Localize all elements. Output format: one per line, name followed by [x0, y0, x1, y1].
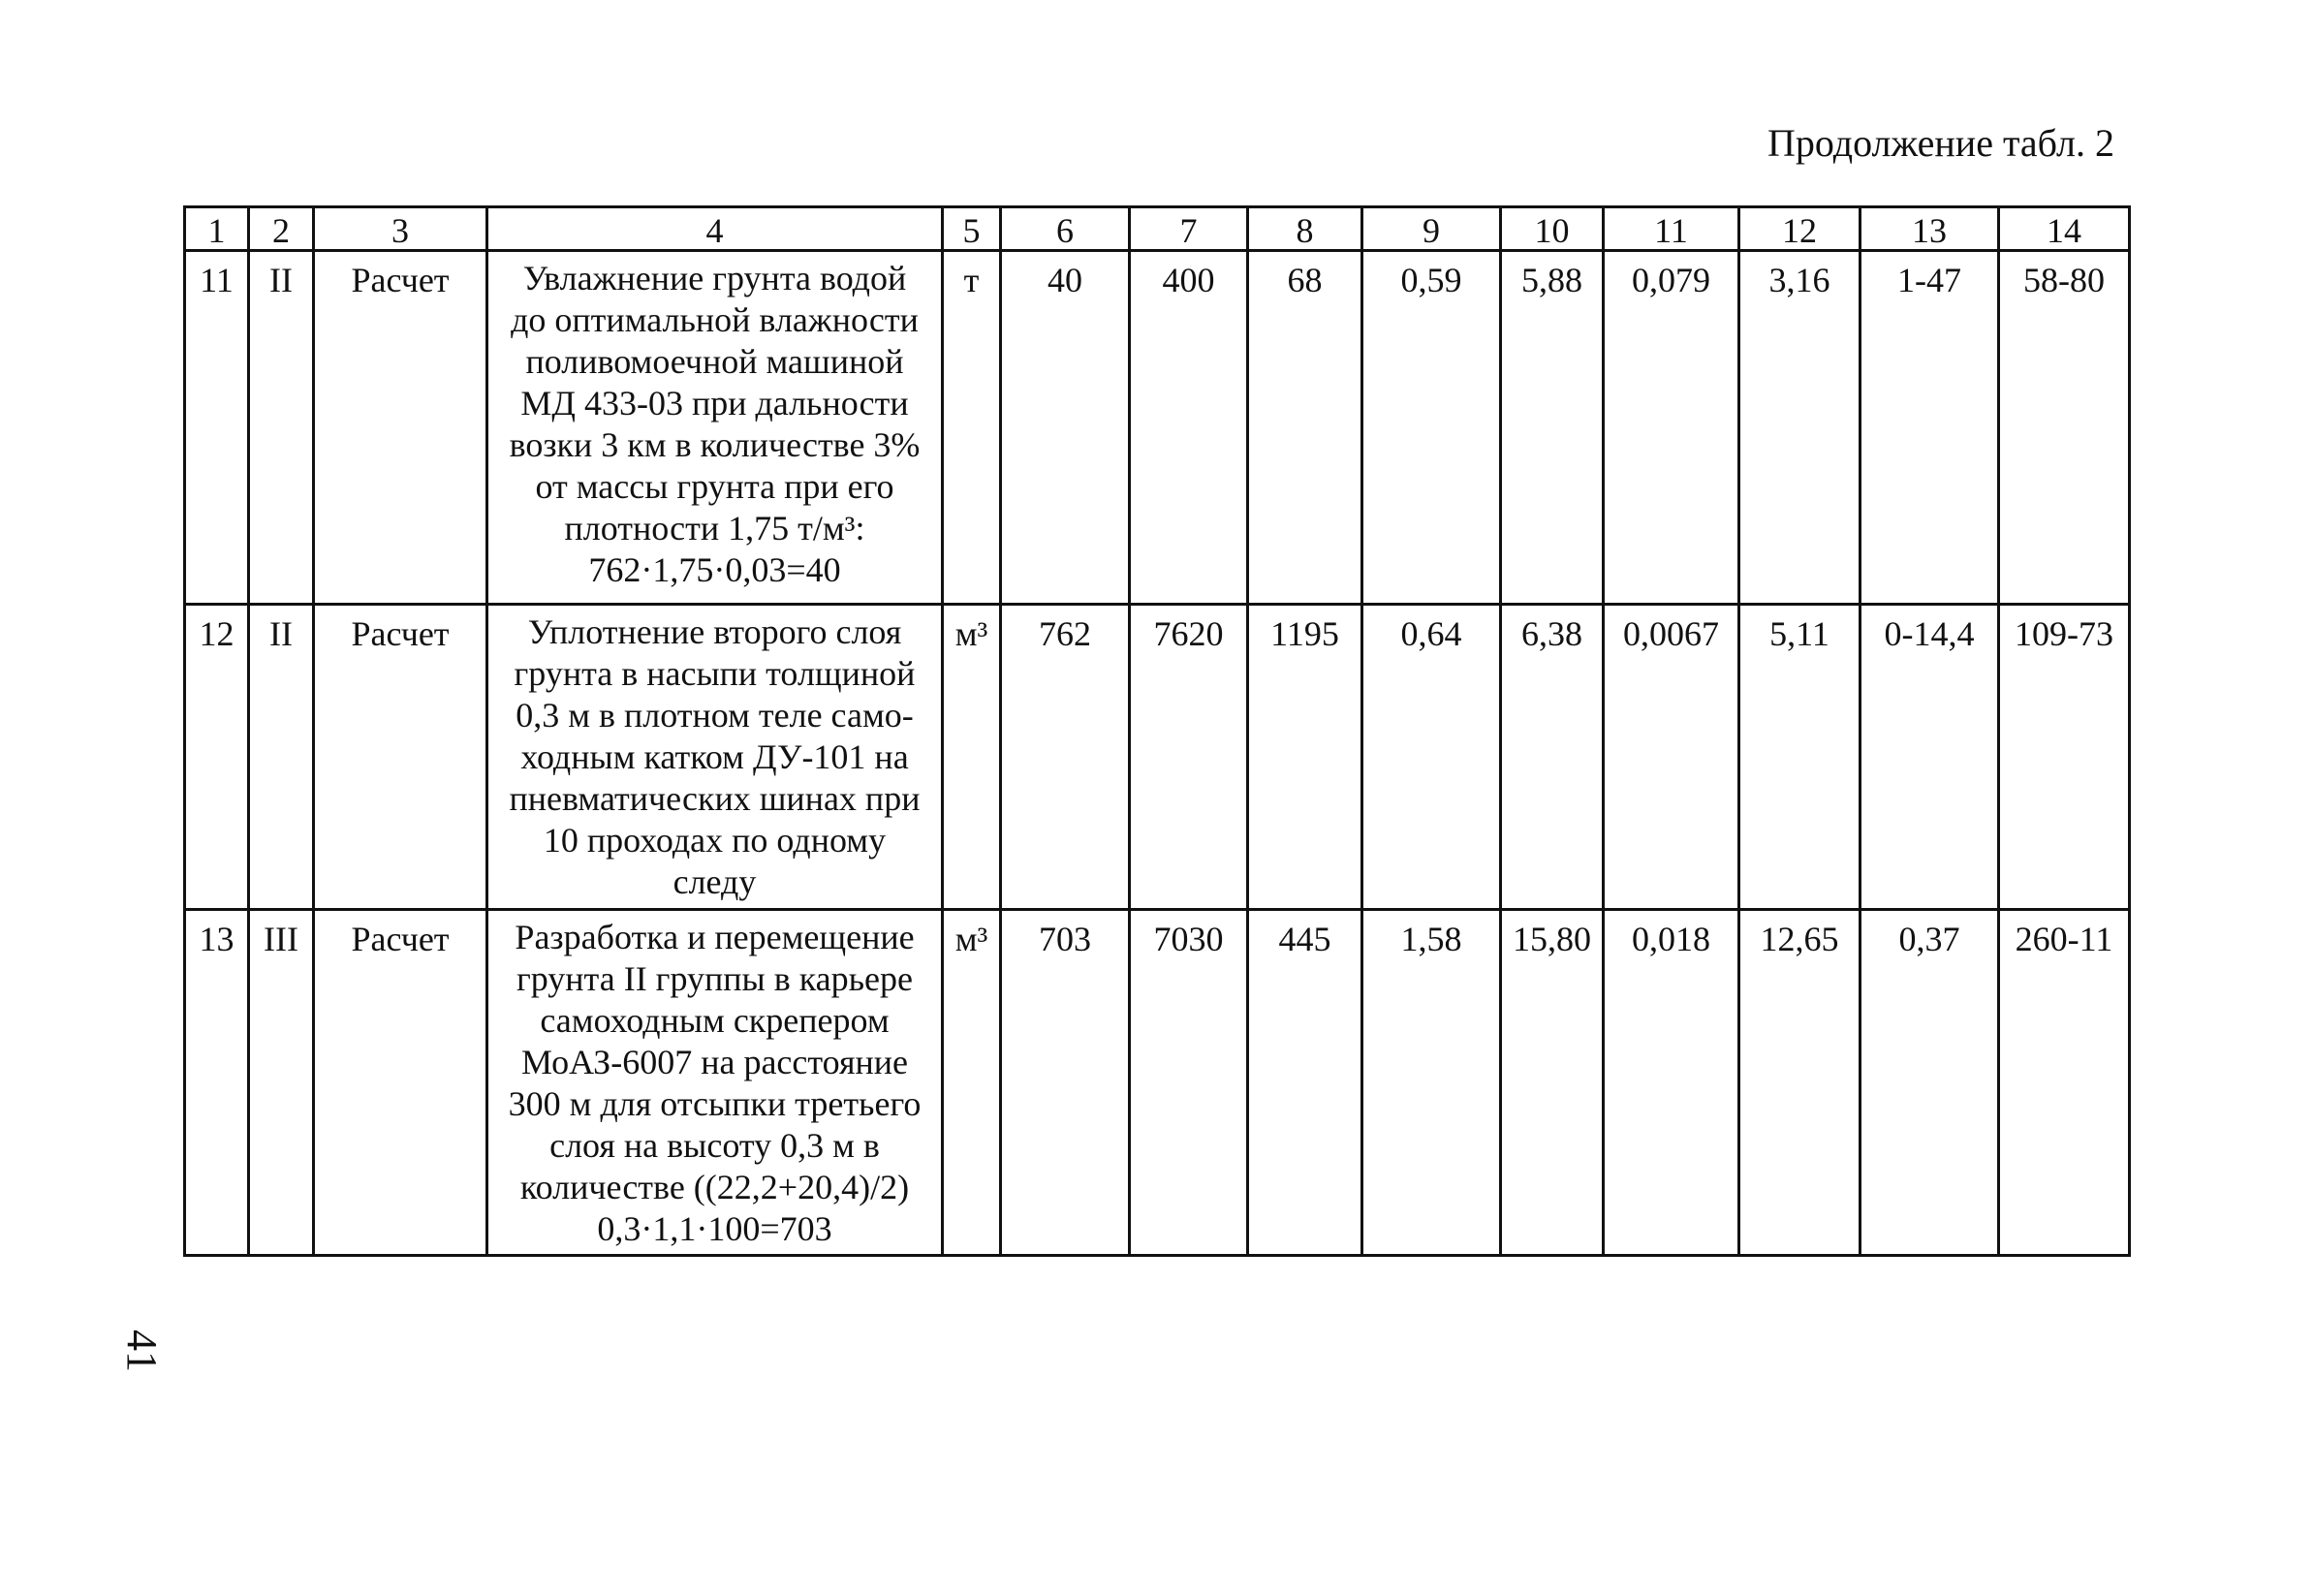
column-number-cell: 12: [1739, 207, 1861, 251]
description-line: количестве ((22,2+20,4)/2): [519, 1168, 910, 1206]
table-row: [185, 251, 2130, 605]
value-cell: 400: [1130, 251, 1248, 605]
description-line: следу: [672, 862, 757, 901]
value-cell: 15,80: [1501, 910, 1604, 1256]
description-line: пневматических шинах при: [509, 779, 921, 818]
description-line: 300 м для отсыпки третьего: [508, 1084, 922, 1123]
value-cell: 68: [1248, 251, 1362, 605]
value-cell: 0,0067: [1604, 605, 1739, 910]
value-cell: 260-11: [1999, 910, 2130, 1256]
value-cell: 109-73: [1999, 605, 2130, 910]
page-number: 41: [118, 1330, 166, 1372]
value-cell: 0-14,4: [1861, 605, 1999, 910]
description-line: плотности 1,75 т/м³:: [564, 509, 865, 548]
value-cell: 1,58: [1362, 910, 1501, 1256]
description-line: 0,3 м в плотном теле само-: [516, 696, 914, 735]
column-number-cell: 2: [249, 207, 314, 251]
description-line: поливомоечной машиной: [525, 342, 904, 381]
column-number-cell: 13: [1861, 207, 1999, 251]
column-number-cell: 5: [943, 207, 1001, 251]
description-line: Уплотнение второго слоя: [527, 612, 902, 651]
value-cell: 1-47: [1861, 251, 1999, 605]
description-line: 762·1,75·0,03=40: [588, 550, 841, 589]
column-number-cell: 7: [1130, 207, 1248, 251]
column-number-cell: 1: [185, 207, 249, 251]
column-number-cell: 3: [314, 207, 487, 251]
unit-cell: м³: [943, 605, 1001, 910]
row-number-cell: 11: [185, 251, 249, 605]
data-table: [183, 205, 2131, 1257]
table-row: [185, 605, 2130, 910]
unit-cell: т: [943, 251, 1001, 605]
category-cell: II: [249, 605, 314, 910]
basis-cell: Расчет: [314, 605, 487, 910]
value-cell: 7620: [1130, 605, 1248, 910]
description-line: грунта в насыпи толщиной: [514, 654, 916, 693]
description-line: до оптимальной влажности: [511, 300, 919, 339]
value-cell: 1195: [1248, 605, 1362, 910]
description-cell: [487, 251, 943, 605]
value-cell: 5,88: [1501, 251, 1604, 605]
description-line: самоходным скрепером: [540, 1001, 890, 1040]
value-cell: 0,37: [1861, 910, 1999, 1256]
column-number-cell: 14: [1999, 207, 2130, 251]
value-cell: 6,38: [1501, 605, 1604, 910]
description-cell: [487, 605, 943, 910]
description-line: МоАЗ-6007 на расстояние: [520, 1043, 909, 1081]
description-line: грунта II группы в карьере: [516, 959, 913, 998]
value-cell: 703: [1001, 910, 1130, 1256]
category-cell: III: [249, 910, 314, 1256]
description-line: возки 3 км в количестве 3%: [509, 425, 921, 464]
value-cell: 445: [1248, 910, 1362, 1256]
column-number-cell: 10: [1501, 207, 1604, 251]
value-cell: 3,16: [1739, 251, 1861, 605]
value-cell: 7030: [1130, 910, 1248, 1256]
column-number-row: [185, 207, 2130, 251]
column-number-cell: 6: [1001, 207, 1130, 251]
description-line: от массы грунта при его: [535, 467, 894, 506]
column-number-cell: 8: [1248, 207, 1362, 251]
table-caption: Продолжение табл. 2: [1767, 121, 2114, 165]
description-line: Увлажнение грунта водой: [522, 259, 907, 297]
value-cell: 40: [1001, 251, 1130, 605]
row-number-cell: 12: [185, 605, 249, 910]
description-line: 10 проходах по одному: [543, 821, 887, 860]
value-cell: 0,59: [1362, 251, 1501, 605]
category-cell: II: [249, 251, 314, 605]
value-cell: 12,65: [1739, 910, 1861, 1256]
description-line: МД 433-03 при дальности: [520, 384, 909, 422]
value-cell: 5,11: [1739, 605, 1861, 910]
column-number-cell: 4: [487, 207, 943, 251]
value-cell: 762: [1001, 605, 1130, 910]
row-number-cell: 13: [185, 910, 249, 1256]
value-cell: 58-80: [1999, 251, 2130, 605]
value-cell: 0,079: [1604, 251, 1739, 605]
description-line: Разработка и перемещение: [515, 918, 915, 956]
column-number-cell: 11: [1604, 207, 1739, 251]
table-row: [185, 910, 2130, 1256]
basis-cell: Расчет: [314, 910, 487, 1256]
description-line: ходным катком ДУ-101 на: [520, 737, 909, 776]
column-number-cell: 9: [1362, 207, 1501, 251]
description-cell: [487, 910, 943, 1256]
description-line: 0,3·1,1·100=703: [597, 1209, 832, 1248]
basis-cell: Расчет: [314, 251, 487, 605]
description-line: слоя на высоту 0,3 м в: [549, 1126, 880, 1165]
value-cell: 0,018: [1604, 910, 1739, 1256]
unit-cell: м³: [943, 910, 1001, 1256]
value-cell: 0,64: [1362, 605, 1501, 910]
